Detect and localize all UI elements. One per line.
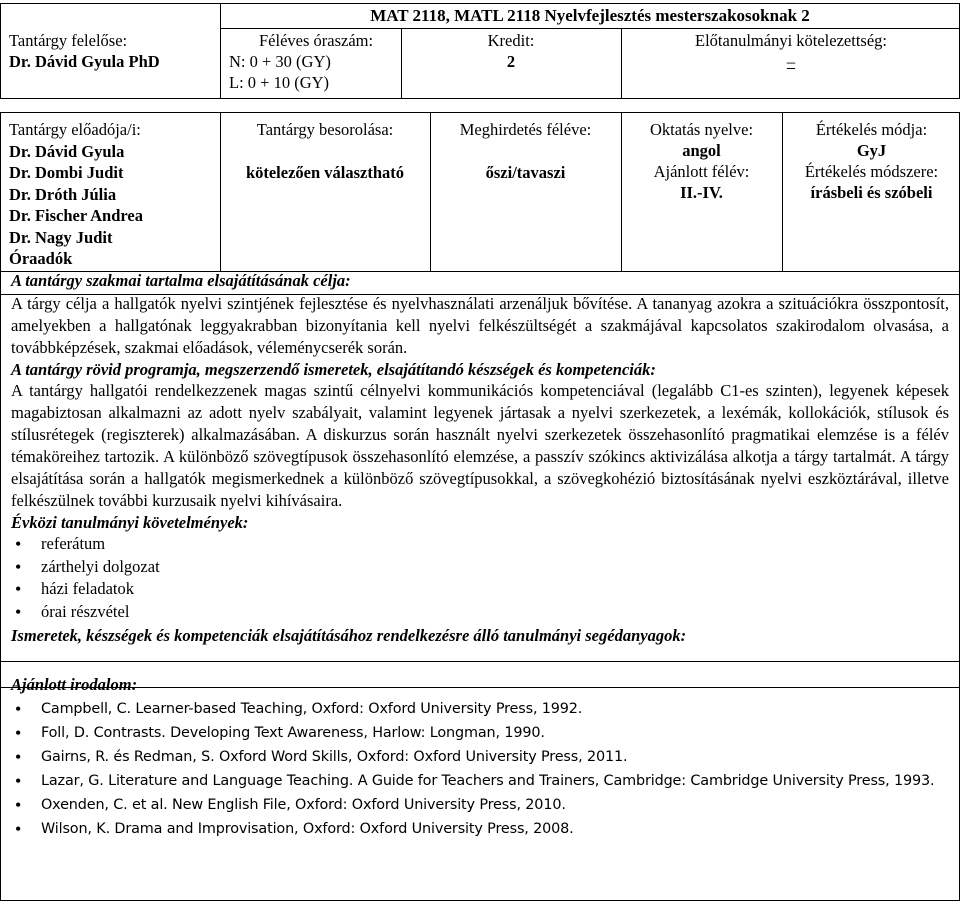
eval-block bbox=[782, 119, 960, 203]
lecturer-5: Dr. Nagy Judit bbox=[9, 227, 113, 247]
list-item: • zárthelyi dolgozat bbox=[11, 556, 949, 579]
semester-value: őszi/tavaszi bbox=[485, 163, 566, 182]
hours-label: Féléves óraszám: bbox=[259, 31, 374, 50]
language-block bbox=[621, 119, 782, 203]
list-item: • órai részvétel bbox=[11, 601, 949, 624]
recommended-label: Ajánlott félév: bbox=[653, 162, 750, 181]
semester-label: Meghirdetés féléve: bbox=[459, 120, 592, 139]
divider bbox=[1, 294, 959, 295]
hours-l: L: 0 + 10 (GY) bbox=[229, 73, 330, 92]
divider bbox=[220, 4, 221, 98]
eval-mode-label: Értékelés módja: bbox=[815, 120, 928, 139]
credit-label: Kredit: bbox=[487, 31, 535, 50]
course-title: MAT 2118, MATL 2118 Nyelvfejlesztés mesterszakosoknak 2 bbox=[221, 4, 959, 29]
prereq-label: Előtanulmányi kötelezettség: bbox=[695, 31, 887, 50]
list-item: • házi feladatok bbox=[11, 578, 949, 601]
list-item: • Lazar, G. Literature and Language Teaching. A Guide for Teachers and Trainers, Cambridge: Cambridge University Press, 1993. bbox=[11, 769, 949, 793]
recommended-value: II.-IV. bbox=[680, 183, 723, 202]
goal-heading: A tantárgy szakmai tartalma elsajátításának célja: bbox=[11, 271, 351, 290]
classification-label: Tantárgy besorolása: bbox=[256, 120, 394, 139]
program-text: A tantárgy hallgatói rendelkezzenek magas szintű célnyelvi kommunikációs kompetenciával (legalább C1-es szinten), legyenek képesek magabiztosan alkalmazni az adott nyelv szabályait, valamint legyenek jártasak a nyelvi szerkezetek, a lexémák, kollokációk, stílusok és stílusrétegek (regiszterek) alkalmazásában. A diskurzus során használt nyelvi szerkezetek összehasonlító pragmatikai elemzése is a félév témaköreihez tartozik. A különböző szövegtípusok összehasonlító elemzése, a passzív szókincs aktivizálása alkotja a tárgy tartalmát. A tárgy elsajátítása során a hallgatók megismerkednek a különböző szövegtípusokkal, a szövegkohézió biztosításának nyelvi eszköztárával, illetve felkészülnek további kurzusaik nyelvi kihívásaira. bbox=[11, 381, 949, 510]
content-body bbox=[0, 272, 960, 901]
credit-block bbox=[401, 30, 621, 72]
lecturer-3: Dr. Dróth Júlia bbox=[9, 184, 117, 204]
eval-method-label: Értékelés módszere: bbox=[804, 162, 939, 181]
list-item: • Gairns, R. és Redman, S. Oxford Word Skills, Oxford: Oxford University Press, 2011. bbox=[11, 745, 949, 769]
lecturers-extra: Óraadók bbox=[9, 249, 73, 268]
prereq-value: – bbox=[786, 52, 796, 71]
list-item: • Wilson, K. Drama and Improvisation, Oxford: Oxford University Press, 2008. bbox=[11, 817, 949, 841]
list-item: • referátum bbox=[11, 533, 949, 556]
language-value: angol bbox=[682, 141, 721, 160]
eval-method-value: írásbeli és szóbeli bbox=[810, 183, 933, 202]
classification-value: kötelezően választható bbox=[245, 163, 405, 182]
lecturer-2: Dr. Dombi Judit bbox=[9, 163, 124, 182]
requirements-list bbox=[11, 533, 949, 623]
requirements-heading: Évközi tanulmányi követelmények: bbox=[11, 513, 249, 532]
lecturer-4: Dr. Fischer Andrea bbox=[9, 206, 143, 225]
responsible-label: Tantárgy felelőse: bbox=[9, 31, 128, 50]
materials-heading: Ismeretek, készségek és kompetenciák elsajátításához rendelkezésre álló tanulmányi segédanyagok: bbox=[11, 626, 687, 645]
classification-block bbox=[220, 119, 430, 183]
eval-mode-value: GyJ bbox=[856, 141, 887, 160]
goal-text: A tárgy célja a hallgatók nyelvi szintjének fejlesztése és nyelvhasználati arzenáljuk bővítése. A tananyag azokra a szituációkra összpontosít, amelyekben a hallgatónak leggyakrabban bizonyítania kell nyelvi felkészültségét a szakmájával kapcsolatos szakirodalom olvasása, a továbbképzések, szakmai előadások, véleménycserék során. bbox=[11, 294, 949, 357]
lecturers-block bbox=[9, 119, 143, 270]
literature-heading: Ajánlott irodalom: bbox=[11, 675, 138, 694]
list-item: • Foll, D. Contrasts. Developing Text Awareness, Harlow: Longman, 1990. bbox=[11, 721, 949, 745]
literature-list bbox=[11, 697, 949, 841]
divider bbox=[1, 661, 959, 662]
hours-n: N: 0 + 30 (GY) bbox=[229, 52, 331, 71]
responsible-block bbox=[9, 30, 160, 72]
lecturers-label: Tantárgy előadója/i: bbox=[9, 120, 141, 139]
info-table bbox=[0, 112, 960, 272]
header-table bbox=[0, 3, 960, 99]
language-label: Oktatás nyelve: bbox=[649, 120, 754, 139]
lecturer-1: Dr. Dávid Gyula bbox=[9, 141, 125, 161]
credit-value: 2 bbox=[506, 52, 516, 71]
program-heading: A tantárgy rövid programja, megszerzendő ismeretek, elsajátítandó készségek és kompetenciák: bbox=[11, 360, 656, 379]
hours-block bbox=[229, 30, 399, 93]
prereq-block bbox=[621, 30, 960, 72]
semester-block bbox=[430, 119, 621, 183]
list-item: • Campbell, C. Learner-based Teaching, Oxford: Oxford University Press, 1992. bbox=[11, 697, 949, 721]
list-item: • Oxenden, C. et al. New English File, Oxford: Oxford University Press, 2010. bbox=[11, 793, 949, 817]
divider bbox=[1, 687, 959, 688]
responsible-name: Dr. Dávid Gyula PhD bbox=[9, 52, 160, 71]
